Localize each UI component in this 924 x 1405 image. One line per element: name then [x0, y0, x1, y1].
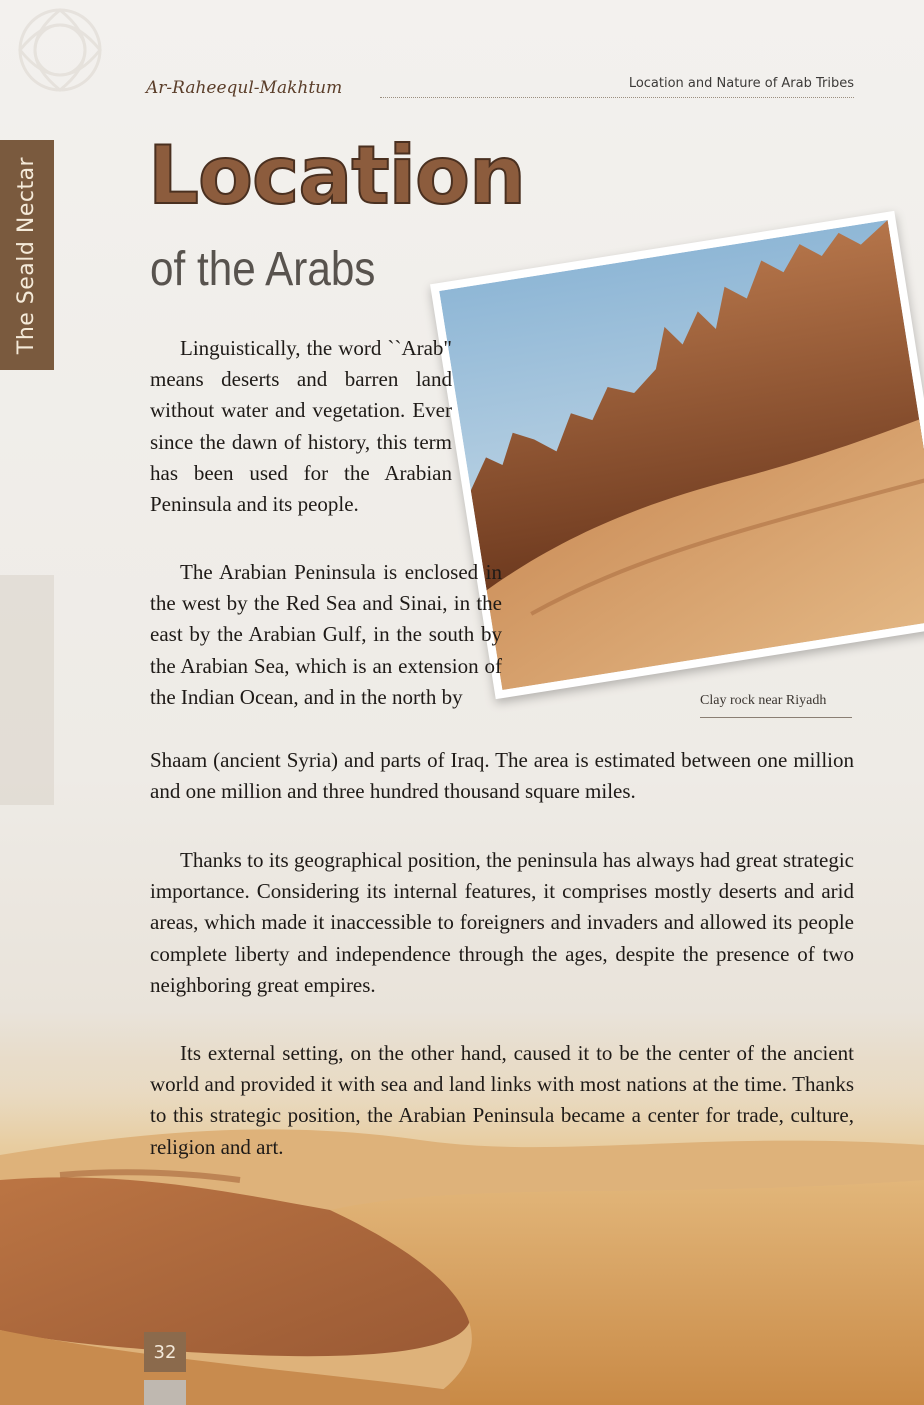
floral-ornament-icon	[0, 0, 150, 120]
chapter-title: Location	[148, 129, 525, 222]
header-dotted-rule	[380, 97, 854, 98]
clay-rock-photo	[430, 211, 924, 699]
page-number: 32	[144, 1332, 186, 1372]
caption-rule	[700, 717, 852, 718]
book-title-header: Ar-Raheequl-Makhtum	[146, 78, 343, 98]
spine-label-wrap	[0, 140, 54, 370]
section-title-header: Location and Nature of Arab Tribes	[628, 76, 854, 91]
spine-label: The Seald Nectar	[14, 156, 40, 354]
paragraph-1	[150, 333, 452, 520]
paragraph-4	[150, 1038, 854, 1163]
chapter-subtitle: of the Arabs	[150, 243, 376, 296]
paragraph-3	[150, 845, 854, 1001]
page-number-tail	[144, 1380, 186, 1405]
rock-formation-image	[439, 220, 924, 690]
paragraph-1-text: Linguistically, the word ``Arab" means deserts and barren land without water and vegetation. Ever since the dawn of history, this term has been used for the Arabian Peninsula and its people.	[150, 336, 452, 517]
paragraph-2-part-2-text: Shaam (ancient Syria) and parts of Iraq. The area is estimated between one million and one million and three hundred thousand square miles.	[150, 748, 854, 804]
paragraph-3-text: Thanks to its geographical position, the peninsula has always had great strategic importance. Considering its internal features, it comprises mostly deserts and arid areas, which made it inaccessible to foreigners and invaders and allowed its people complete liberty and independence through the ages, despite the presence of two neighboring great empires.	[150, 848, 854, 997]
photo-caption: Clay rock near Riyadh	[700, 693, 827, 708]
paragraph-2-part-2	[150, 745, 854, 807]
paragraph-2-part-1-text: The Arabian Peninsula is enclosed in the west by the Red Sea and Sinai, in the east by the Arabian Gulf, in the south by the Arabian Sea, which is an extension of the Indian Ocean, and in the north by	[150, 560, 502, 709]
paragraph-4-text: Its external setting, on the other hand, caused it to be the center of the ancient world and provided it with sea and land links with most nations at the time. Thanks to this strategic position, the Arabian Peninsula became a center for trade, culture, religion and art.	[150, 1041, 854, 1159]
paragraph-2-part-1	[150, 557, 502, 713]
ghost-spine-tab	[0, 575, 54, 805]
